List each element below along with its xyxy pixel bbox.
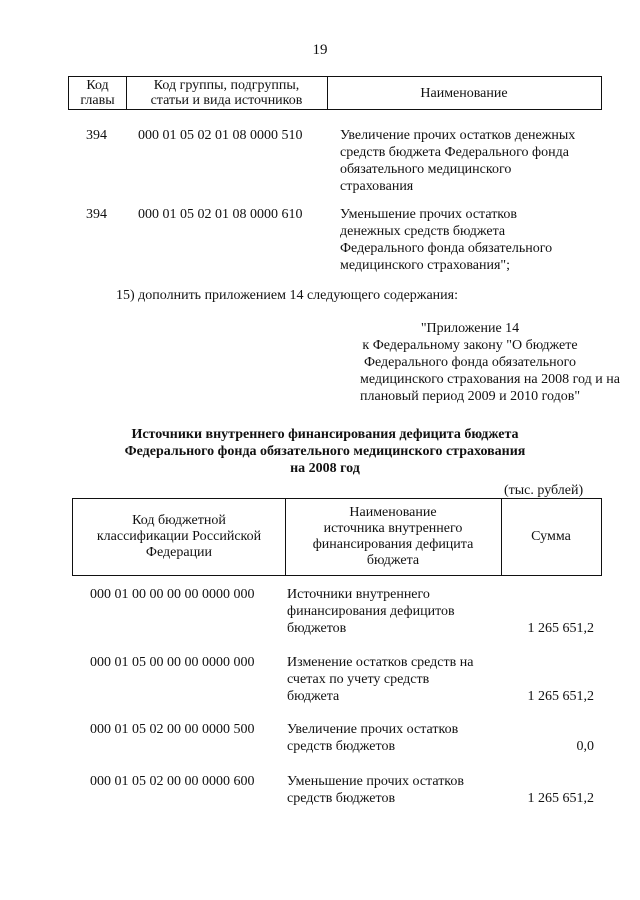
name-line: обязательного медицинского xyxy=(340,162,512,177)
name-line: Источники внутреннего xyxy=(287,587,430,602)
table2-header-amount xyxy=(501,499,601,575)
name-line: Увеличение прочих остатков денежных xyxy=(340,128,576,143)
table1-row2-code: 000 01 05 02 01 08 0000 610 xyxy=(138,207,303,222)
table1-header-chapter-code xyxy=(69,77,127,109)
table2-row4-code: 000 01 05 02 00 00 0000 600 xyxy=(90,774,255,789)
table2-header-code xyxy=(73,499,286,575)
header-line: финансирования дефицита xyxy=(312,537,474,552)
document-title xyxy=(80,426,570,477)
table2-row1-amount: 1 265 651,2 xyxy=(527,621,594,636)
table1-row1-code: 000 01 05 02 01 08 0000 510 xyxy=(138,128,303,143)
title-line: Источники внутреннего финансирования дефицита бюджета xyxy=(131,427,519,442)
table1-header-name xyxy=(327,77,601,109)
table2-row1-name xyxy=(287,586,497,637)
units-label: (тыс. рублей) xyxy=(504,483,584,498)
title-line: на 2008 год xyxy=(290,461,360,476)
appendix-line: к Федеральному закону "О бюджете xyxy=(362,338,578,353)
name-line: бюджета xyxy=(287,689,340,704)
item-15-text: 15) дополнить приложением 14 следующего содержания: xyxy=(116,288,458,303)
table2-row3-code: 000 01 05 02 00 00 0000 500 xyxy=(90,722,255,737)
name-line: денежных средств бюджета xyxy=(340,224,506,239)
table2-row2-code: 000 01 05 00 00 00 0000 000 xyxy=(90,655,255,670)
name-line: Изменение остатков средств на xyxy=(287,655,474,670)
name-line: Уменьшение прочих остатков xyxy=(287,774,465,789)
header-group-line1: Код группы, подгруппы, xyxy=(153,78,300,93)
name-line: бюджетов xyxy=(287,621,347,636)
name-line: средств бюджетов xyxy=(287,791,396,806)
appendix-line: "Приложение 14 xyxy=(420,321,520,336)
header-name-text: Наименование xyxy=(420,85,508,101)
table2-row4-name xyxy=(287,773,497,807)
page-number: 19 xyxy=(312,42,328,58)
header-chapter-line2: главы xyxy=(80,93,115,108)
table1-header-group-code xyxy=(126,77,328,109)
table2-row3-name xyxy=(287,721,497,755)
header-line: Наименование xyxy=(349,505,437,520)
header-line: источника внутреннего xyxy=(323,521,463,536)
table1-row1-chapter: 394 xyxy=(86,128,107,143)
table1-row2-chapter: 394 xyxy=(86,207,107,222)
header-chapter-line1: Код xyxy=(86,78,109,93)
table2-header-name xyxy=(285,499,502,575)
header-group-line2: статьи и вида источников xyxy=(150,93,303,108)
header-amount-text: Сумма xyxy=(531,529,571,544)
table2-header xyxy=(72,498,602,576)
table1-row1-name xyxy=(340,127,620,195)
table2-row4-amount: 1 265 651,2 xyxy=(527,791,594,806)
name-line: страхования xyxy=(340,179,414,194)
table2-row1-code: 000 01 00 00 00 00 0000 000 xyxy=(90,587,255,602)
table1-header xyxy=(68,76,602,110)
name-line: счетах по учету средств xyxy=(287,672,430,687)
table2-row2-name xyxy=(287,654,497,705)
name-line: средств бюджетов xyxy=(287,739,396,754)
header-line: бюджета xyxy=(366,553,420,568)
appendix-line: медицинского страхования на 2008 год и на xyxy=(360,372,620,387)
title-line: Федерального фонда обязательного медицинского страхования xyxy=(124,444,526,459)
appendix-reference xyxy=(360,320,620,405)
appendix-line: плановый период 2009 и 2010 годов" xyxy=(360,389,581,404)
name-line: средств бюджета Федерального фонда xyxy=(340,145,569,160)
name-line: Увеличение прочих остатков xyxy=(287,722,459,737)
header-line: Федерации xyxy=(145,545,213,560)
table2-row3-amount: 0,0 xyxy=(576,739,594,754)
table1-row2-name xyxy=(340,206,620,274)
name-line: финансирования дефицитов xyxy=(287,604,455,619)
name-line: медицинского страхования"; xyxy=(340,258,511,273)
header-line: Код бюджетной xyxy=(132,513,226,528)
name-line: Федерального фонда обязательного xyxy=(340,241,553,256)
header-line: классификации Российской xyxy=(96,529,262,544)
name-line: Уменьшение прочих остатков xyxy=(340,207,518,222)
appendix-line: Федерального фонда обязательного xyxy=(363,355,577,370)
table2-row2-amount: 1 265 651,2 xyxy=(527,689,594,704)
